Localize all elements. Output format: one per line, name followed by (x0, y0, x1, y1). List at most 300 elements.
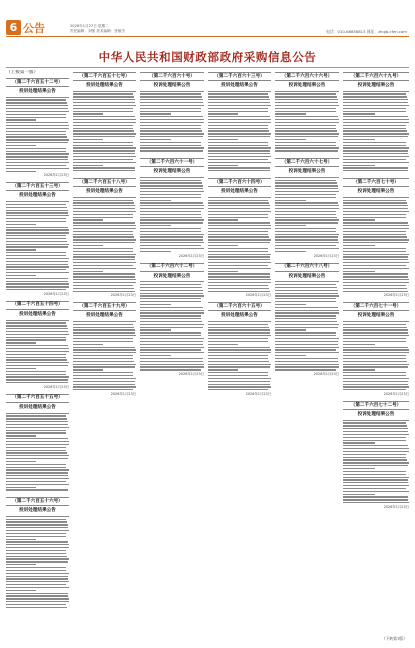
text-line (6, 131, 66, 132)
notice-subtitle: 投诉处理结果公告 (19, 193, 56, 199)
text-line (73, 358, 133, 359)
text-line (6, 119, 36, 120)
notice-date: 2026年1月23日 (178, 372, 204, 377)
text-line (343, 150, 408, 151)
text-line (140, 231, 201, 232)
text-line (6, 435, 36, 436)
text-line (140, 295, 204, 296)
text-line (208, 234, 268, 235)
text-line (343, 251, 406, 252)
text-line (343, 130, 407, 131)
text-line (6, 604, 66, 605)
text-line (6, 269, 66, 270)
text-line (208, 162, 271, 163)
text-line (6, 424, 68, 425)
text-line (343, 159, 406, 160)
text-line (208, 128, 268, 129)
text-line (343, 474, 406, 475)
text-line (6, 536, 66, 537)
text-line (208, 93, 268, 94)
text-line (6, 487, 36, 488)
text-line (6, 368, 36, 369)
text-line (208, 122, 271, 123)
text-line (208, 111, 268, 112)
notice-subtitle: 投诉处理结果公告 (153, 273, 191, 279)
text-line (343, 262, 409, 263)
text-line (6, 320, 69, 321)
text-line (343, 273, 408, 274)
text-line (6, 576, 68, 577)
text-line (275, 128, 336, 129)
text-line (6, 232, 69, 233)
text-line (6, 587, 69, 588)
text-line (140, 236, 203, 237)
text-line (208, 208, 270, 209)
text-line (343, 428, 408, 429)
text-line (343, 111, 406, 112)
text-line (140, 318, 201, 319)
text-line (6, 558, 69, 559)
text-line (6, 573, 69, 574)
text-line (275, 344, 338, 345)
text-line (208, 91, 271, 92)
text-line (343, 288, 407, 289)
text-line (140, 147, 204, 148)
text-line (343, 145, 406, 146)
text-line (140, 369, 201, 370)
text-line (343, 197, 409, 198)
text-line (6, 221, 66, 222)
text-line (6, 328, 68, 329)
text-line (343, 231, 406, 232)
notice-subtitle: 投诉处理结果公告 (357, 313, 395, 319)
text-line (6, 255, 66, 256)
text-line (343, 242, 408, 243)
text-line (275, 180, 336, 181)
notice-subtitle: 投诉处理结果公告 (86, 313, 123, 319)
text-line (6, 165, 66, 166)
text-line (208, 279, 271, 280)
text-line (140, 139, 171, 140)
text-line (343, 352, 409, 353)
text-line (73, 153, 135, 154)
text-line (275, 329, 306, 330)
text-line (140, 324, 204, 325)
text-line (73, 116, 135, 117)
text-line (73, 167, 135, 168)
text-line (73, 335, 136, 336)
text-line (275, 150, 338, 151)
text-line (140, 102, 203, 103)
notice-subtitle: 投诉处理结果公告 (221, 313, 258, 319)
notice-date: 2026年1月23日 (110, 392, 136, 397)
text-line (343, 153, 408, 154)
text-line (6, 469, 69, 470)
text-line (73, 372, 133, 373)
text-line (343, 268, 409, 269)
text-line (208, 202, 269, 203)
text-line (275, 332, 336, 333)
text-line (208, 142, 268, 143)
text-line (140, 361, 203, 362)
text-line (73, 197, 136, 198)
text-line (6, 415, 66, 416)
text-line (73, 324, 133, 325)
text-line (275, 284, 336, 285)
text-line (6, 564, 36, 565)
text-line (208, 214, 268, 215)
notice-number-heading: （第二千六百六十号） (140, 72, 204, 81)
text-line (275, 105, 339, 106)
text-line (343, 219, 375, 220)
text-line (343, 451, 409, 452)
text-line (208, 358, 268, 359)
text-line (6, 365, 68, 366)
text-line (73, 111, 133, 112)
text-line (208, 386, 271, 387)
text-line (343, 119, 409, 120)
text-line (208, 375, 268, 376)
text-line (275, 139, 306, 140)
text-line (73, 347, 135, 348)
text-line (343, 170, 408, 171)
text-line (275, 327, 338, 328)
text-line (140, 349, 201, 350)
text-line (208, 276, 270, 277)
text-line (208, 251, 268, 252)
text-line (208, 139, 238, 140)
notice-number-heading: （第二千六百五十五号） (6, 394, 69, 403)
notice-date: 2026年1月23日 (313, 253, 339, 258)
text-line (208, 222, 270, 223)
text-line (73, 162, 136, 163)
text-line (6, 252, 66, 253)
notice-subtitle: 投诉处理结果公告 (357, 83, 395, 88)
text-line (275, 251, 306, 252)
text-line (275, 349, 336, 350)
text-line (208, 256, 270, 257)
text-line (140, 96, 202, 97)
text-line (208, 145, 268, 146)
text-line (6, 461, 36, 462)
text-line (208, 125, 268, 126)
text-line (73, 366, 135, 367)
text-line (275, 364, 339, 365)
text-line (343, 437, 406, 438)
text-line (275, 281, 339, 282)
text-line (6, 478, 69, 479)
text-line (275, 352, 339, 353)
text-line (343, 488, 406, 489)
text-line (6, 441, 69, 442)
notice-number-heading: （第二千六百七十二号） (343, 401, 409, 410)
text-line (140, 116, 203, 117)
text-line (343, 389, 406, 390)
text-line (73, 288, 134, 289)
title-rule (6, 67, 409, 68)
text-line (208, 321, 271, 322)
text-line (140, 248, 204, 249)
text-line (6, 229, 69, 230)
text-line (208, 273, 270, 274)
text-line (275, 318, 336, 319)
text-line (208, 285, 268, 286)
text-line (73, 262, 136, 263)
text-line (140, 310, 204, 311)
text-line (208, 372, 268, 373)
text-line (208, 254, 271, 255)
notice-subtitle: 投诉处理结果公告 (288, 273, 326, 279)
text-line (6, 286, 69, 287)
text-line (73, 344, 103, 345)
text-line (343, 431, 408, 432)
notice-subtitle: 投诉处理结果公告 (86, 189, 123, 195)
text-line (6, 348, 69, 349)
text-line (6, 272, 69, 273)
text-line (6, 266, 69, 267)
text-line (275, 185, 338, 186)
notice-number-heading: （第二千六百七十一号） (343, 302, 409, 311)
text-line (6, 438, 68, 439)
text-line (6, 283, 69, 284)
text-line (140, 298, 201, 299)
text-line (140, 182, 202, 183)
text-line (73, 113, 103, 114)
text-line (208, 130, 269, 131)
text-line (6, 371, 66, 372)
text-line (343, 214, 406, 215)
text-line (6, 289, 66, 290)
text-line (343, 91, 409, 92)
text-line (6, 450, 66, 451)
text-line (275, 197, 336, 198)
masthead-rule (6, 36, 409, 37)
text-line (140, 329, 171, 330)
text-line (208, 259, 270, 260)
text-line (275, 239, 338, 240)
text-line (140, 108, 201, 109)
text-line (343, 205, 408, 206)
text-line (73, 222, 135, 223)
text-line (275, 133, 339, 134)
text-line (6, 238, 66, 239)
text-line (343, 471, 406, 472)
text-line (275, 248, 339, 249)
text-line (140, 208, 204, 209)
text-line (208, 165, 238, 166)
text-line (343, 491, 409, 492)
text-line (343, 386, 409, 387)
text-line (275, 358, 338, 359)
text-line (208, 366, 270, 367)
article-column (343, 70, 409, 632)
text-line (6, 334, 69, 335)
text-line (140, 119, 204, 120)
text-line (275, 205, 339, 206)
text-line (6, 97, 69, 98)
text-line (208, 136, 270, 137)
text-line (343, 369, 375, 370)
text-line (208, 245, 238, 246)
text-line (275, 324, 339, 325)
text-line (6, 578, 68, 579)
text-line (140, 338, 204, 339)
text-line (343, 332, 408, 333)
text-line (6, 444, 69, 445)
notice-date: 2026年1月23日 (245, 392, 271, 397)
text-line (140, 364, 204, 365)
notice-number-heading: （第二千六百六十五号） (208, 302, 271, 311)
notice-subtitle: 投诉处理结果公告 (19, 508, 56, 514)
text-line (73, 386, 136, 387)
text-line (6, 362, 69, 363)
text-line (6, 607, 67, 608)
text-line (343, 499, 408, 500)
text-line (140, 251, 171, 252)
notice-date: 2026年1月23日 (383, 392, 409, 397)
text-line (6, 102, 67, 103)
text-line (73, 142, 133, 143)
text-line (73, 147, 136, 148)
text-line (343, 136, 408, 137)
text-line (208, 332, 270, 333)
text-line (275, 242, 339, 243)
text-line (140, 341, 203, 342)
text-line (343, 254, 409, 255)
text-line (343, 165, 375, 166)
text-line (140, 200, 171, 201)
text-line (343, 479, 408, 480)
text-line (275, 116, 338, 117)
text-line (140, 145, 201, 146)
text-line (140, 128, 201, 129)
text-line (343, 364, 409, 365)
text-line (140, 130, 202, 131)
text-line (275, 194, 336, 195)
text-line (343, 133, 409, 134)
notice-number-heading: （第二千六百六十三号） (208, 72, 271, 81)
text-line (208, 242, 270, 243)
text-line (73, 236, 134, 237)
text-line (275, 217, 337, 218)
text-line (140, 304, 171, 305)
text-line (343, 222, 408, 223)
text-line (275, 347, 339, 348)
notice-date: 2026年1月23日 (313, 372, 339, 377)
text-line (73, 128, 133, 129)
text-line (208, 338, 268, 339)
text-line (208, 378, 271, 379)
notice-number-heading: （第二千六百六十四号） (208, 178, 271, 187)
text-line (140, 225, 171, 226)
text-line (208, 150, 270, 151)
text-line (140, 91, 204, 92)
text-line (6, 153, 69, 154)
text-line (140, 150, 203, 151)
notice-number-heading: （第二千六百五十二号） (6, 78, 69, 87)
text-line (140, 284, 201, 285)
text-line (208, 239, 271, 240)
text-line (275, 208, 339, 209)
text-line (6, 339, 66, 340)
text-line (343, 347, 408, 348)
notice-number-heading: （第二千六百五十三号） (6, 182, 69, 191)
text-line (6, 156, 68, 157)
text-line (140, 197, 201, 198)
text-line (73, 355, 133, 356)
text-line (73, 228, 136, 229)
text-line (6, 148, 66, 149)
text-line (6, 379, 68, 380)
text-line (275, 93, 336, 94)
text-line (6, 593, 68, 594)
text-line (73, 208, 135, 209)
text-line (140, 358, 203, 359)
text-line (343, 375, 406, 376)
notice-number-heading: （第二千六百五十七号） (73, 72, 136, 81)
text-line (343, 211, 409, 212)
text-line (343, 279, 409, 280)
text-line (73, 321, 136, 322)
text-line (275, 304, 306, 305)
text-line (6, 601, 69, 602)
text-line (6, 227, 68, 228)
text-line (6, 342, 36, 343)
text-line (73, 96, 134, 97)
text-line (6, 215, 69, 216)
text-line (6, 447, 66, 448)
text-line (208, 369, 238, 370)
notice-number-heading: （第二千六百六十七号） (275, 158, 339, 167)
text-line (208, 327, 269, 328)
article-column (6, 70, 69, 632)
text-line (275, 202, 338, 203)
text-line (343, 485, 409, 486)
text-line (140, 307, 203, 308)
text-line (73, 93, 133, 94)
text-line (343, 217, 406, 218)
text-line (208, 219, 238, 220)
text-line (275, 225, 306, 226)
notice-date: 2026年1月23日 (43, 173, 69, 178)
text-line (275, 182, 337, 183)
text-line (140, 177, 204, 178)
text-line (275, 211, 336, 212)
text-line (140, 245, 201, 246)
text-line (343, 434, 409, 435)
text-line (6, 519, 66, 520)
notice-subtitle: 投诉处理结果公告 (221, 83, 258, 88)
text-line (6, 99, 66, 100)
text-line (275, 125, 336, 126)
text-line (343, 96, 407, 97)
text-line (6, 345, 68, 346)
text-line (343, 457, 406, 458)
text-line (6, 212, 68, 213)
text-line (6, 421, 68, 422)
text-line (73, 248, 133, 249)
text-line (343, 105, 409, 106)
text-line (6, 382, 68, 383)
text-line (73, 219, 103, 220)
text-line (6, 241, 67, 242)
text-line (6, 464, 66, 465)
notice-subtitle: 投诉处理结果公告 (221, 189, 258, 195)
text-line (140, 327, 203, 328)
text-line (140, 136, 203, 137)
text-line (275, 234, 339, 235)
article-column (73, 70, 136, 632)
